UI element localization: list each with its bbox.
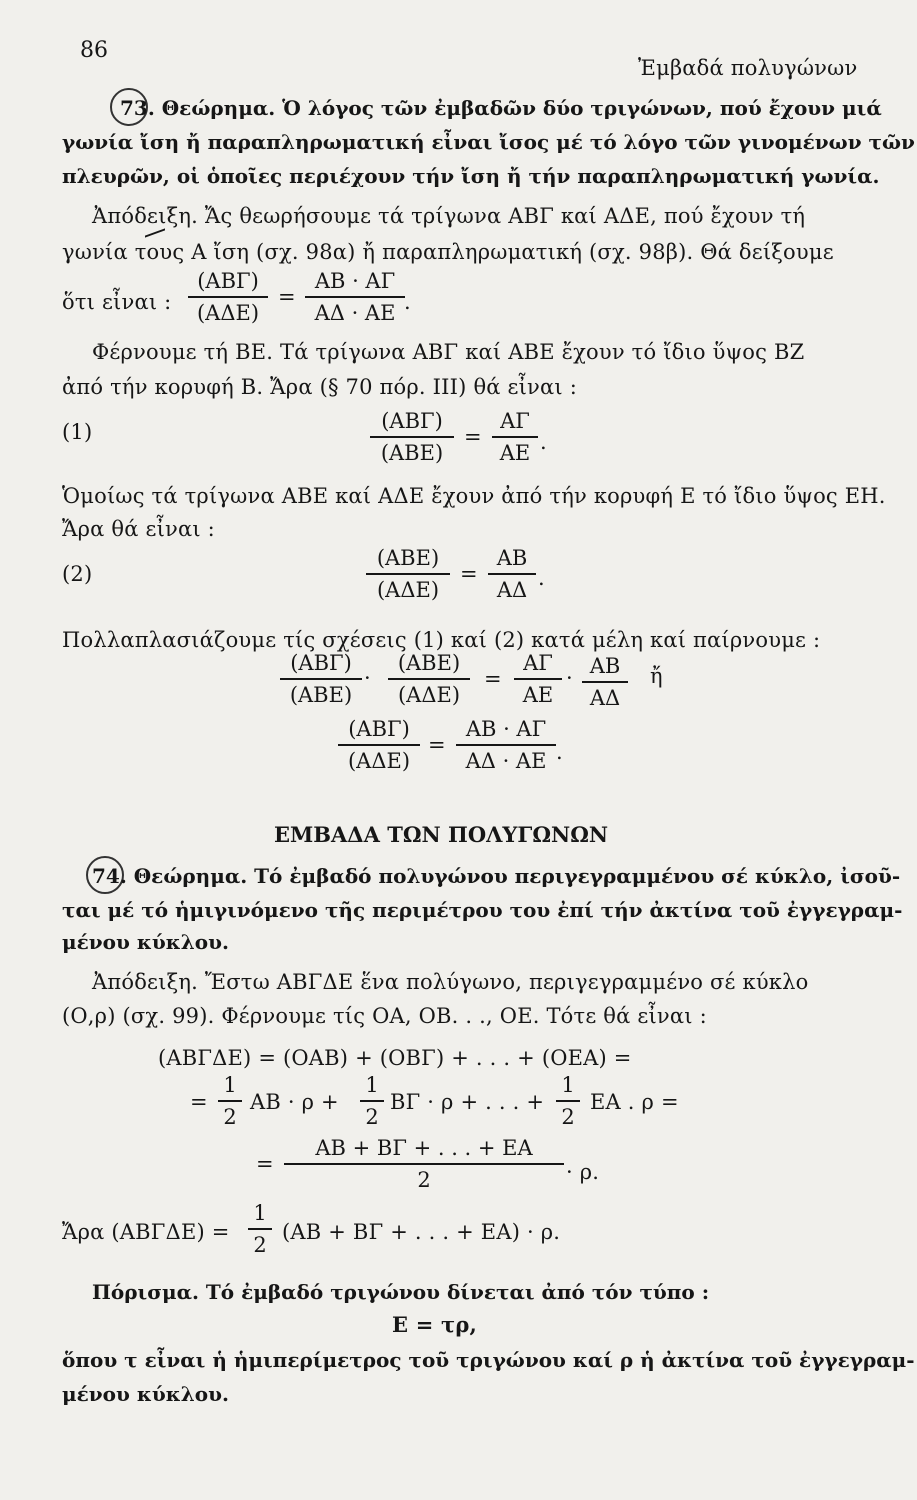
- eq3-equals: =: [484, 667, 502, 691]
- eq3-dot-1: ·: [364, 666, 371, 690]
- eq4-period: .: [556, 740, 563, 764]
- eq2-equals: =: [460, 562, 478, 586]
- eq4-left-fraction: (ΑΒΓ) (ΑΔΕ): [338, 716, 420, 774]
- theorem-73-line-1: 73. Θεώρημα. Ὁ λόγος τῶν ἐμβαδῶν δύο τριγώνων, πού ἔχουν μιά: [120, 96, 882, 120]
- eq4-right-fraction: ΑΒ · ΑΓ ΑΔ · ΑΕ: [456, 716, 556, 774]
- para3-line-2: Ἄρα θά εἶναι :: [62, 517, 215, 541]
- eq-a: (ΑΒΓΔΕ) = (ΟΑΒ) + (ΟΒΓ) + . . . + (ΟΕΑ) =: [158, 1046, 632, 1070]
- eq-b-equals: =: [190, 1090, 208, 1114]
- theorem-74-line-2: ται μέ τό ἡμιγινόμενο τῆς περιμέτρου του ἐπί τήν ἀκτίνα τοῦ ἐγγεγραμ-: [62, 898, 903, 922]
- proof-74-line-1: Ἀπόδειξη. Ἔστω ΑΒΓΔΕ ἕνα πολύγωνο, περιγεγραμμένο σέ κύκλο: [92, 970, 809, 994]
- eq-d-tail: (ΑΒ + ΒΓ + . . . + ΕΑ) · ρ.: [282, 1220, 561, 1244]
- theorem-73-line-3: πλευρῶν, οἱ ὁποῖες περιέχουν τήν ἴση ἤ τήν παραπληρωματική γωνία.: [62, 164, 880, 188]
- eq3-fraction-1: (ΑΒΓ) (ΑΒΕ): [280, 650, 362, 708]
- running-title: Ἐμβαδά πολυγώνων: [638, 56, 858, 80]
- para3-line-1: Ὁμοίως τά τρίγωνα ΑΒΕ καί ΑΔΕ ἔχουν ἀπό τήν κορυφή Ε τό ἴδιο ὕψος ΕΗ.: [62, 484, 886, 508]
- theorem-74-line-3: μένου κύκλου.: [62, 930, 229, 954]
- theorem-74-line-1: 74. Θεώρημα. Τό ἐμβαδό πολυγώνου περιγεγραμμένου σέ κύκλο, ἰσοῦ-: [92, 864, 901, 888]
- section-heading: ΕΜΒΑΔΑ ΤΩΝ ΠΟΛΥΓΩΝΩΝ: [274, 822, 609, 847]
- eq1-right-fraction: ΑΓ ΑΕ: [492, 408, 538, 466]
- eq4-equals: =: [428, 733, 446, 757]
- theorem-73-line-2: γωνία ἴση ἤ παραπληρωματική εἶναι ἴσος μέ τό λόγο τῶν γινομένων τῶν: [62, 130, 915, 154]
- corollary-formula: Ε = τρ,: [392, 1312, 478, 1337]
- eq1-label: (1): [62, 420, 93, 444]
- para2-line-2: ἀπό τήν κορυφή Β. Ἄρα (§ 70 πόρ. ΙΙΙ) θά εἶναι :: [62, 375, 577, 399]
- proof-74-line-2: (Ο,ρ) (σχ. 99). Φέρνουμε τίς ΟΑ, ΟΒ. . ., ΟΕ. Τότε θά εἶναι :: [62, 1004, 707, 1028]
- eq0-period: .: [404, 290, 411, 314]
- eq-b-term-3: ΕΑ . ρ =: [590, 1090, 679, 1114]
- para4: Πολλαπλασιάζουμε τίς σχέσεις (1) καί (2) κατά μέλη καί παίρνουμε :: [62, 628, 821, 652]
- eq-b-term-1: ΑΒ · ρ +: [250, 1090, 339, 1114]
- corollary-line-1: Πόρισμα. Τό ἐμβαδό τριγώνου δίνεται ἀπό τόν τύπο :: [92, 1280, 710, 1304]
- corollary-line-3: μένου κύκλου.: [62, 1382, 229, 1406]
- eq1-equals: =: [464, 425, 482, 449]
- eq2-period: .: [538, 566, 545, 590]
- proof-73-line-2: γωνία τους Α ἴση (σχ. 98α) ἤ παραπληρωματική (σχ. 98β). Θά δείξουμε: [62, 240, 834, 264]
- eq-c-equals: =: [256, 1152, 274, 1176]
- eq3-fraction-2: (ΑΒΕ) (ΑΔΕ): [388, 650, 470, 708]
- eq-b-half-3: 1 2: [556, 1072, 580, 1130]
- eq3-dot-2: ·: [566, 666, 573, 690]
- proof-73-line-3: ὅτι εἶναι :: [62, 290, 172, 314]
- eq2-left-fraction: (ΑΒΕ) (ΑΔΕ): [366, 545, 450, 603]
- corollary-line-2: ὅπου τ εἶναι ἡ ἡμιπερίμετρος τοῦ τριγώνου καί ρ ἡ ἀκτίνα τοῦ ἐγγεγραμ-: [62, 1348, 915, 1372]
- eq1-period: .: [540, 430, 547, 454]
- eq2-right-fraction: ΑΒ ΑΔ: [488, 545, 536, 603]
- eq3-fraction-4: ΑΒ ΑΔ: [582, 653, 628, 711]
- eq-c-tail: · ρ.: [566, 1160, 600, 1184]
- eq-d-prefix: Ἄρα (ΑΒΓΔΕ) =: [62, 1220, 230, 1244]
- eq0-right-fraction: ΑΒ · ΑΓ ΑΔ · ΑΕ: [305, 268, 405, 326]
- eq-b-half-2: 1 2: [360, 1072, 384, 1130]
- eq3-or: ἤ: [650, 664, 663, 688]
- eq2-label: (2): [62, 562, 93, 586]
- eq0-left-fraction: (ΑΒΓ) (ΑΔΕ): [188, 268, 268, 326]
- eq3-fraction-3: ΑΓ ΑΕ: [514, 650, 562, 708]
- eq0-equals: =: [278, 285, 296, 309]
- eq-b-half-1: 1 2: [218, 1072, 242, 1130]
- angle-hat: [145, 228, 165, 237]
- eq-d-half: 1 2: [248, 1200, 272, 1258]
- para2-line-1: Φέρνουμε τή ΒΕ. Τά τρίγωνα ΑΒΓ καί ΑΒΕ ἔχουν τό ἴδιο ὕψος ΒΖ: [92, 340, 805, 364]
- eq-b-term-2: ΒΓ · ρ + . . . +: [390, 1090, 545, 1114]
- eq-c-fraction: ΑΒ + ΒΓ + . . . + ΕΑ 2: [284, 1135, 564, 1193]
- page-number: 86: [80, 38, 108, 63]
- proof-73-line-1: Ἀπόδειξη. Ἄς θεωρήσουμε τά τρίγωνα ΑΒΓ καί ΑΔΕ, πού ἔχουν τή: [92, 204, 806, 228]
- eq1-left-fraction: (ΑΒΓ) (ΑΒΕ): [370, 408, 454, 466]
